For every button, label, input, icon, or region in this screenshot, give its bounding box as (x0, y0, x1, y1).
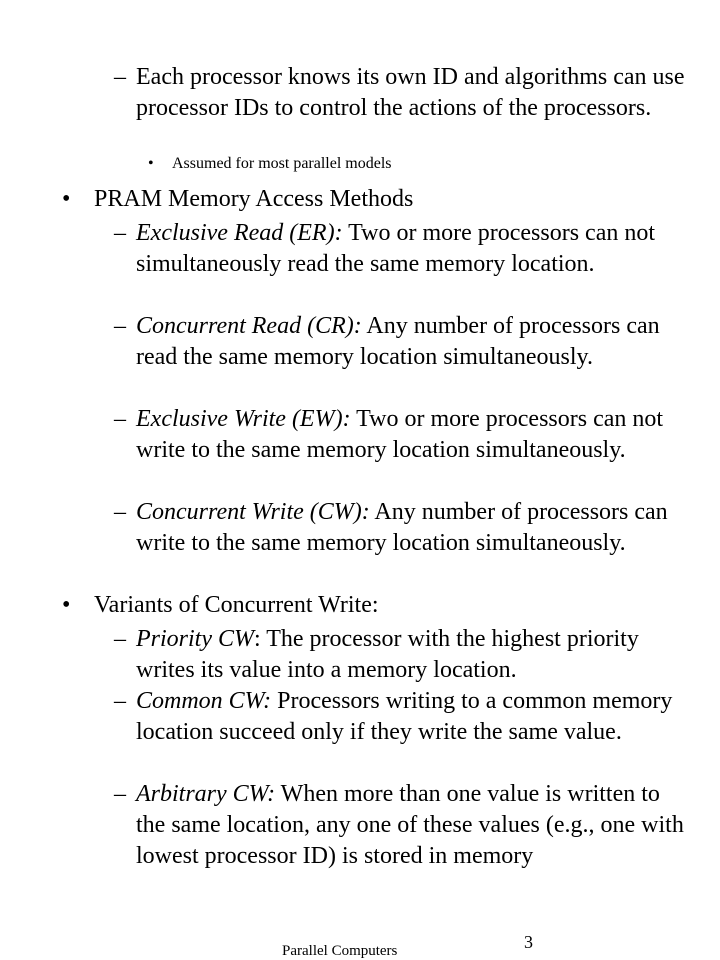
dash-marker: – (114, 626, 126, 652)
item-text: Any number of processors can read the same memory location simultaneously. (136, 313, 660, 370)
item-assumed-models (148, 154, 668, 174)
item-text: Processors writing to a common memory location succeed only if they write the same value. (136, 688, 673, 745)
item-text: Two or more processors can not simultaneously read the same memory location. (136, 220, 656, 277)
dash-marker: – (114, 688, 126, 714)
item-text: Two or more processors can not write to the same memory location simultaneously. (136, 406, 664, 463)
item-exclusive-read (114, 218, 694, 280)
item-priority-cw (114, 624, 694, 686)
item-text: PRAM Memory Access Methods (94, 186, 414, 212)
dash-marker: – (114, 64, 126, 90)
item-common-cw (114, 686, 694, 748)
item-processor-ids (114, 62, 694, 124)
footer-label: Parallel Computers (282, 943, 398, 959)
bullet-marker: • (148, 155, 154, 172)
dash-marker: – (114, 781, 126, 807)
page-number: 3 (524, 932, 533, 952)
item-term: Concurrent Read (CR): (136, 313, 362, 339)
item-term: Priority CW (136, 626, 254, 652)
dash-marker: – (114, 499, 126, 525)
item-text: Each processor knows its own ID and algorithms can use processor IDs to control the actions of the processors. (136, 64, 685, 121)
item-text: Variants of Concurrent Write: (94, 592, 379, 618)
heading-pram-memory-access-methods (62, 184, 682, 215)
item-term: Exclusive Write (EW): (136, 406, 351, 432)
item-arbitrary-cw (114, 779, 694, 872)
dash-marker: – (114, 313, 126, 339)
bullet-marker: • (62, 592, 71, 618)
item-term: Common CW: (136, 688, 272, 714)
item-term: Arbitrary CW: (136, 781, 276, 807)
item-text: When more than one value is written to the same location, any one of these values (e.g., one with lowest processor ID) is stored in memory (136, 781, 684, 869)
item-text: Any number of processors can write to the same memory location simultaneously. (136, 499, 668, 556)
item-term: Concurrent Write (CW): (136, 499, 370, 525)
dash-marker: – (114, 220, 126, 246)
item-term: Exclusive Read (ER): (136, 220, 343, 246)
item-text: : The processor with the highest priority writes its value into a memory location. (136, 626, 639, 683)
bullet-marker: • (62, 186, 71, 212)
item-text: Assumed for most parallel models (172, 155, 392, 172)
item-concurrent-write (114, 497, 694, 559)
item-exclusive-write (114, 404, 694, 466)
item-concurrent-read (114, 311, 694, 373)
heading-variants-of-concurrent-write (62, 590, 682, 621)
dash-marker: – (114, 406, 126, 432)
